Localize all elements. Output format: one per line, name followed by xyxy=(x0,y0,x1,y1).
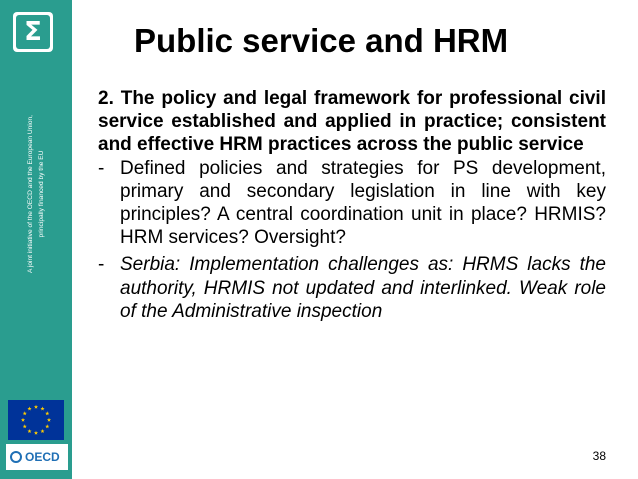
bullet-item xyxy=(98,253,606,323)
eu-star-icon xyxy=(40,407,44,411)
oecd-logo xyxy=(6,444,68,470)
eu-star-icon xyxy=(27,407,31,411)
eu-star-icon xyxy=(45,411,49,415)
eu-star-icon xyxy=(45,424,49,428)
eu-star-icon xyxy=(34,431,38,435)
eu-star-icon xyxy=(47,418,51,422)
eu-star-icon xyxy=(34,405,38,409)
eu-stars-icon xyxy=(8,400,64,440)
slide-title: Public service and HRM xyxy=(134,22,509,59)
eu-star-icon xyxy=(40,429,44,433)
page-number: 38 xyxy=(592,449,606,463)
oecd-circle-icon xyxy=(10,451,22,463)
eu-star-icon xyxy=(27,429,31,433)
oecd-label: OECD xyxy=(25,450,60,464)
eu-flag-icon xyxy=(8,400,64,440)
sigma-logo xyxy=(13,12,53,52)
sidebar-caption-line1: A joint initiative of the OECD and the European Union, xyxy=(27,115,34,273)
sigma-icon: Σ xyxy=(16,15,50,49)
eu-star-icon xyxy=(21,418,25,422)
sidebar xyxy=(0,0,72,479)
bullet-dash: - xyxy=(98,254,105,276)
eu-star-icon xyxy=(23,411,27,415)
sidebar-caption xyxy=(18,84,54,304)
eu-star-icon xyxy=(23,424,27,428)
sidebar-caption-line2: principally financed by the EU xyxy=(38,150,45,238)
slide-content xyxy=(98,87,606,323)
bullet-text: Defined policies and strategies for PS development, primary and secondary legislation in line with key principles? A central coordination unit in place? HRMIS? HRM services? Oversight? xyxy=(120,157,606,249)
bullet-text: Serbia: Implementation challenges as: HRMS lacks the authority, HRMIS not updated and interlinked. Weak role of the Administrative inspection xyxy=(120,254,606,322)
bullet-item xyxy=(98,157,606,250)
main-point: 2. The policy and legal framework for professional civil service established and applied in practice; consistent and effective HRM practices across the public service xyxy=(98,88,606,156)
bullet-dash: - xyxy=(98,157,105,179)
